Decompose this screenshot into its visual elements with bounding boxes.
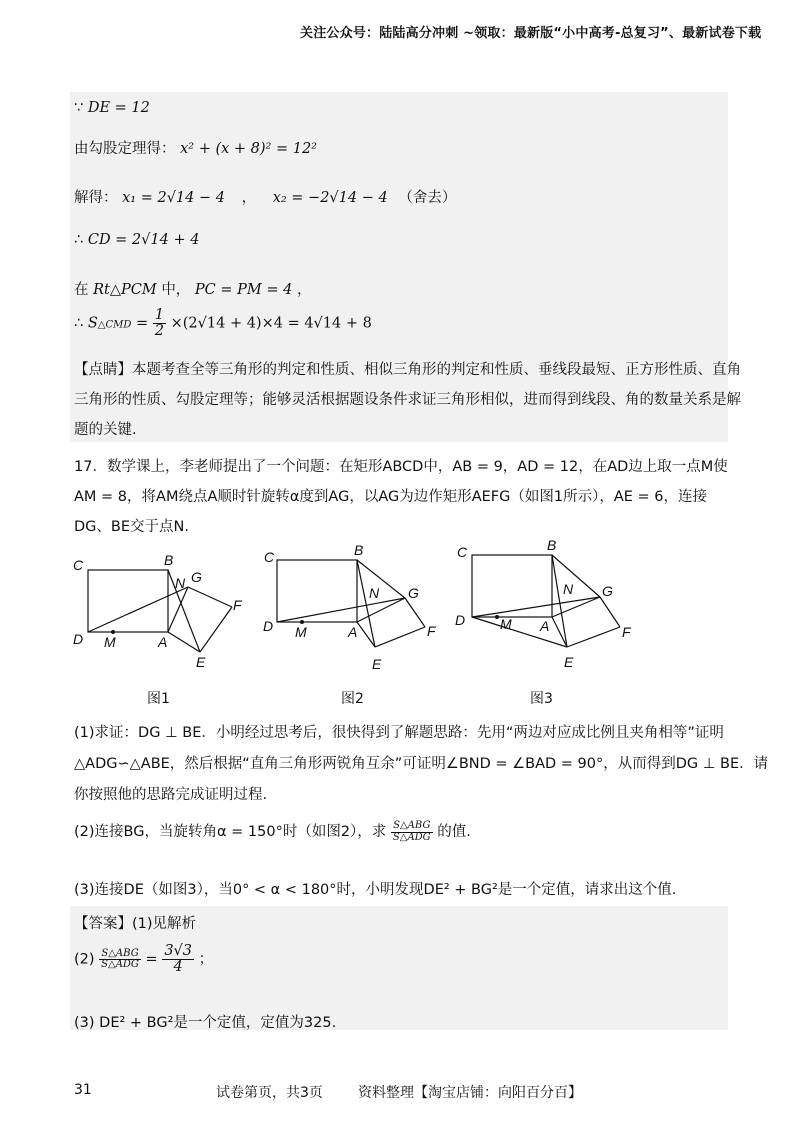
fig3-label-A: A bbox=[540, 618, 550, 634]
figure-2 bbox=[255, 540, 455, 680]
problem-line-1: 17．数学课上，李老师提出了一个问题：在矩形ABCD中，AB = 9，AD = 12，在AD边上取一点M使 bbox=[74, 459, 728, 475]
page-header: 关注公众号：陆陆高分冲刺 ~领取：最新版“小中高考-总复习”、最新试卷下载 bbox=[300, 26, 762, 41]
fig2-label-C: C bbox=[264, 549, 275, 565]
fig3-label-G: G bbox=[602, 583, 613, 599]
figure-3-caption: 图3 bbox=[530, 691, 553, 707]
question-1-line-2: △ADG∽△ABE，然后根据“直角三角形两锐角互余”可证明∠BND = ∠BAD = 90°，从而得到DG ⊥ BE．请 bbox=[74, 756, 769, 772]
solution-line-5: 在 Rt△PCM 中， PC = PM = 4 ， bbox=[74, 282, 312, 298]
fig3-label-N: N bbox=[563, 581, 574, 597]
fig2-label-M: M bbox=[295, 624, 307, 640]
footer-page-info: 试卷第页，共3页 bbox=[216, 1085, 323, 1101]
question-3: (3)连接DE（如图3），当0° < α < 180°时，小明发现DE² + BG²是一个定值，请求出这个值. bbox=[74, 882, 677, 898]
question-1-line-1: (1)求证：DG ⊥ BE．小明经过思考后，很快得到了解题思路：先用“两边对应成比例且夹角相等”证明 bbox=[74, 725, 724, 741]
question-2: (2)连接BG，当旋转角α = 150°时（如图2），求 $\frac{\text{S△ABG}}{\text{S△ADG}}$ 的值. bbox=[74, 820, 471, 843]
solution-line-6: ∴ S△CMD = $\frac{1}{2}$ ×(2√14 + 4)×4 = 4√14 + 8 bbox=[74, 307, 372, 340]
answer-line-3: (3) DE² + BG²是一个定值，定值为325. bbox=[74, 1015, 337, 1031]
page-number: 31 bbox=[74, 1082, 92, 1098]
solution-line-3: 解得： x₁ = 2√14 − 4 ， x₂ = −2√14 − 4 （舍去） bbox=[74, 190, 457, 206]
fig2-label-G: G bbox=[408, 585, 419, 601]
fig1-label-M: M bbox=[104, 634, 116, 650]
fig3-label-F: F bbox=[622, 624, 631, 640]
solution-line-2: 由勾股定理得： x² + (x + 8)² = 12² bbox=[74, 141, 317, 157]
figure-1 bbox=[60, 540, 260, 680]
comment-line-3: 题的关键. bbox=[74, 422, 137, 438]
solution-line-1: ∵ DE = 12 bbox=[74, 100, 150, 116]
fig1-label-C: C bbox=[73, 557, 84, 573]
ratio-fraction: $\frac{\text{S△ABG}}{\text{S△ADG}}$ bbox=[392, 820, 431, 843]
answer-line-2: (2) $\frac{\text{S△ABG}}{\text{S△ADG}}$ = $\frac{3√3}{4}$ ； bbox=[74, 943, 214, 976]
fig1-label-G: G bbox=[191, 569, 202, 585]
figure-3 bbox=[450, 535, 660, 675]
fig3-label-D: D bbox=[455, 612, 466, 628]
fig1-label-F: F bbox=[233, 597, 242, 613]
solution-line-4: ∴ CD = 2√14 + 4 bbox=[74, 232, 200, 248]
fraction-half: $\frac{1}{2}$ bbox=[154, 307, 164, 340]
fig1-label-D: D bbox=[73, 631, 84, 647]
fig1-label-E: E bbox=[196, 654, 206, 670]
answer-line-1: 【答案】(1)见解析 bbox=[74, 916, 197, 932]
figure-1-caption: 图1 bbox=[147, 691, 170, 707]
fig2-label-E: E bbox=[372, 656, 382, 672]
fig3-label-M: M bbox=[500, 616, 512, 632]
footer-source: 资料整理【淘宝店铺：向阳百分百】 bbox=[358, 1085, 582, 1101]
problem-line-2: AM = 8，将AM绕点A顺时针旋转α度到AG，以AG为边作矩形AEFG（如图1所示），AE = 6，连接 bbox=[74, 489, 708, 505]
fig1-label-N: N bbox=[175, 575, 186, 591]
fig3-label-B: B bbox=[547, 537, 557, 553]
fig2-label-N: N bbox=[369, 585, 380, 601]
question-1-line-3: 你按照他的思路完成证明过程. bbox=[74, 787, 268, 803]
fig3-label-C: C bbox=[457, 544, 468, 560]
problem-line-3: DG、BE交于点N. bbox=[74, 519, 189, 535]
answer-ratio-fraction: $\frac{\text{S△ABG}}{\text{S△ADG}}$ bbox=[101, 947, 139, 971]
comment-line-2: 三角形的性质、勾股定理等；能够灵活根据题设条件求证三角形相似，进而得到线段、角的数量关系是解 bbox=[74, 392, 741, 408]
fig1-label-A: A bbox=[158, 634, 168, 650]
answer-value-fraction: $\frac{3√3}{4}$ bbox=[164, 943, 193, 976]
fig2-label-F: F bbox=[427, 623, 436, 639]
comment-line-1: 【点睛】本题考查全等三角形的判定和性质、相似三角形的判定和性质、垂线段最短、正方形性质、直角 bbox=[74, 362, 741, 378]
fig2-label-A: A bbox=[348, 624, 358, 640]
figure-2-caption: 图2 bbox=[341, 691, 364, 707]
fig3-label-E: E bbox=[564, 654, 574, 670]
fig1-label-B: B bbox=[164, 552, 174, 568]
fig2-label-D: D bbox=[263, 618, 274, 634]
fig2-label-B: B bbox=[354, 542, 364, 558]
